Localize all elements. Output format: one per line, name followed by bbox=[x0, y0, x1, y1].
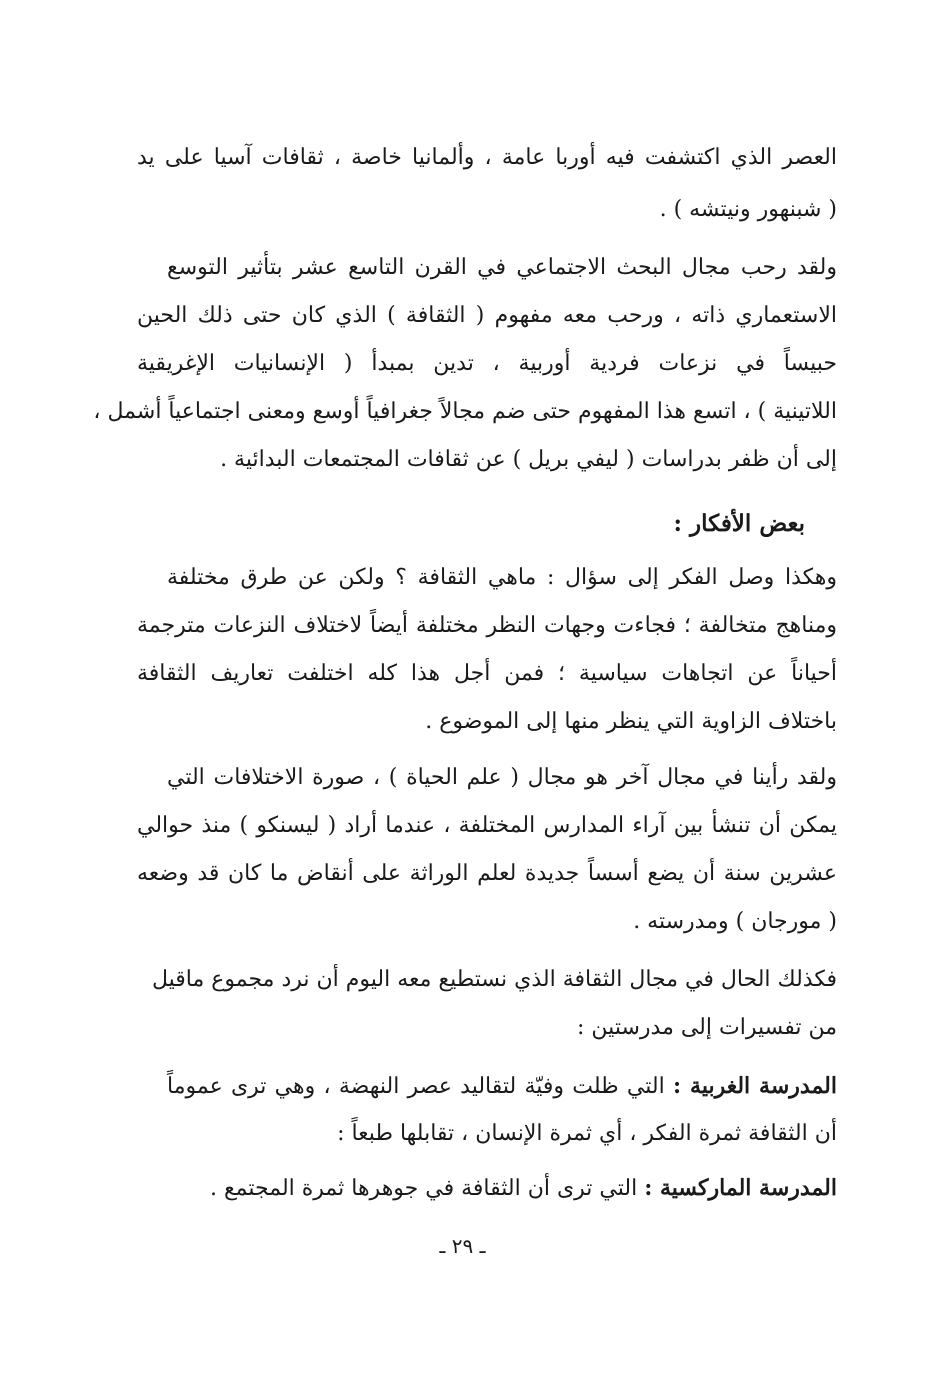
school-term-western: المدرسة الغربية : bbox=[672, 1073, 837, 1099]
text-line: من تفسيرات إلى مدرستين : bbox=[577, 1015, 837, 1040]
text-line: ( شبنهور ونيتشه ) . bbox=[659, 197, 837, 222]
text-line: أحياناً عن اتجاهات سياسية ؛ فمن أجل هذا كله اختلفت تعاريف الثقافة bbox=[137, 661, 837, 686]
text-line: ومناهج متخالفة ؛ فجاءت وجهات النظر مختلفة أيضاً لاختلاف النزعات مترجمة bbox=[137, 613, 837, 638]
text-line: باختلاف الزاوية التي ينظر منها إلى الموضوع . bbox=[425, 709, 837, 734]
page-number: ـ ٢٩ ـ bbox=[439, 1234, 486, 1258]
text-line bbox=[167, 1166, 837, 1210]
text-line bbox=[167, 1064, 837, 1108]
text-line: إلى أن ظفر بدراسات ( ليفي بريل ) عن ثقافات المجتمعات البدائية . bbox=[220, 447, 837, 472]
school-description: التي ترى أن الثقافة في جوهرها ثمرة المجتمع . bbox=[209, 1176, 638, 1201]
text-line: اللاتينية ) ، اتسع هذا المفهوم حتى ضم مجالاً جغرافياً أوسع ومعنى اجتماعياً أشمل ، bbox=[93, 399, 837, 424]
section-heading: بعض الأفكار : bbox=[673, 510, 805, 537]
text-line: حبيساً في نزعات فردية أوربية ، تدين بمبدأ ( الإنسانيات الإغريقية bbox=[137, 351, 837, 376]
text-line: وهكذا وصل الفكر إلى سؤال : ماهي الثقافة ؟ ولكن عن طرق مختلفة bbox=[167, 565, 837, 590]
school-description: التي ظلت وفيّة لتقاليد عصر النهضة ، وهي ترى عموماً bbox=[167, 1074, 665, 1099]
text-line: يمكن أن تنشأ بين آراء المدارس المختلفة ، عندما أراد ( ليسنكو ) منذ حوالي bbox=[137, 813, 837, 838]
text-line: ( مورجان ) ومدرسته . bbox=[633, 909, 837, 934]
text-line: أن الثقافة ثمرة الفكر ، أي ثمرة الإنسان ، تقابلها طبعاً : bbox=[337, 1121, 837, 1146]
text-line: ولقد رأينا في مجال آخر هو مجال ( علم الحياة ) ، صورة الاختلافات التي bbox=[167, 765, 837, 790]
text-line: الاستعماري ذاته ، ورحب معه مفهوم ( الثقافة ) الذي كان حتى ذلك الحين bbox=[137, 303, 837, 328]
text-line: فكذلك الحال في مجال الثقافة الذي نستطيع معه اليوم أن نرد مجموع ماقيل bbox=[151, 967, 837, 992]
text-line: العصر الذي اكتشفت فيه أوربا عامة ، وألمانيا خاصة ، ثقافات آسيا على يد bbox=[137, 145, 837, 170]
school-term-marxist: المدرسة الماركسية : bbox=[644, 1175, 837, 1201]
text-line: عشرين سنة أن يضع أسساً جديدة لعلم الوراثة على أنقاض ما كان قد وضعه bbox=[137, 861, 837, 886]
text-line: ولقد رحب مجال البحث الاجتماعي في القرن التاسع عشر بتأثير التوسع bbox=[167, 255, 837, 280]
